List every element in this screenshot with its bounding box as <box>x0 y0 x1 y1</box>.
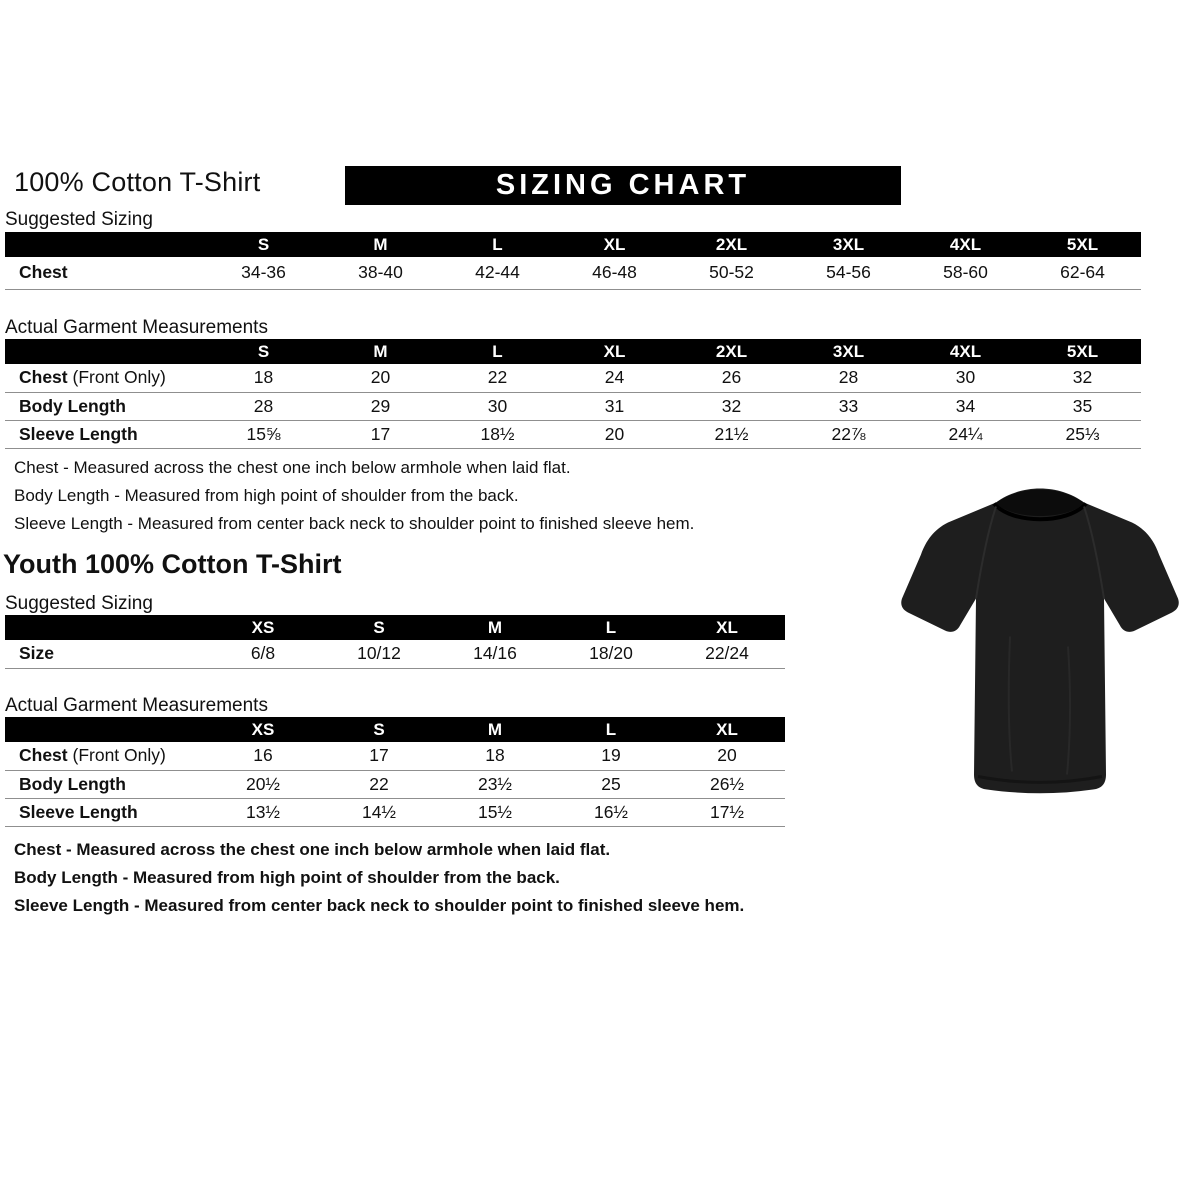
data-row <box>5 420 1141 448</box>
col-header: M <box>437 717 553 742</box>
col-header: 4XL <box>907 232 1024 257</box>
row-label-main: Chest <box>19 367 68 388</box>
value-cell: 18 <box>437 742 553 770</box>
value-cell: 20 <box>556 420 673 448</box>
value-cell: 24 <box>556 364 673 392</box>
value-cell: 18½ <box>439 420 556 448</box>
col-header: 5XL <box>1024 232 1141 257</box>
row-label <box>5 742 205 770</box>
value-cell: 19 <box>553 742 669 770</box>
col-header: 3XL <box>790 339 907 364</box>
col-header: XL <box>669 717 785 742</box>
value-cell: 38-40 <box>322 257 439 289</box>
tshirt-body <box>901 489 1179 794</box>
row-label <box>5 420 205 448</box>
row-label-main: Sleeve Length <box>19 423 138 444</box>
col-header: S <box>205 232 322 257</box>
adult-notes <box>14 458 694 542</box>
header-corner <box>5 615 205 640</box>
col-header: S <box>205 339 322 364</box>
value-cell: 22 <box>321 770 437 798</box>
row-label-main: Body Length <box>19 773 126 794</box>
col-header: 4XL <box>907 339 1024 364</box>
col-header: M <box>322 339 439 364</box>
value-cell: 22 <box>439 364 556 392</box>
value-cell: 62-64 <box>1024 257 1141 289</box>
data-row <box>5 257 1141 289</box>
value-cell: 28 <box>790 364 907 392</box>
col-header: XL <box>669 615 785 640</box>
col-header: L <box>553 717 669 742</box>
note-chest: Chest - Measured across the chest one inch below armhole when laid flat. <box>14 840 611 859</box>
col-header: XS <box>205 615 321 640</box>
black-tshirt-image <box>890 474 1190 819</box>
note-chest: Chest - Measured across the chest one inch below armhole when laid flat. <box>14 458 571 477</box>
value-cell: 18 <box>205 364 322 392</box>
value-cell: 20 <box>669 742 785 770</box>
value-cell: 16 <box>205 742 321 770</box>
value-cell: 31 <box>556 392 673 420</box>
value-cell: 22/24 <box>669 640 785 668</box>
row-label <box>5 392 205 420</box>
header-row <box>5 717 785 742</box>
value-cell: 24¼ <box>907 420 1024 448</box>
col-header: 2XL <box>673 339 790 364</box>
youth-actual-table <box>5 717 785 827</box>
note-body-length: Body Length - Measured from high point of shoulder from the back. <box>14 486 519 505</box>
value-cell: 46-48 <box>556 257 673 289</box>
header-row <box>5 615 785 640</box>
row-label-suffix: (Front Only) <box>67 367 166 388</box>
value-cell: 32 <box>1024 364 1141 392</box>
value-cell: 25⅓ <box>1024 420 1141 448</box>
adult-actual-label: Actual Garment Measurements <box>5 317 268 338</box>
header-corner <box>5 232 205 257</box>
value-cell: 23½ <box>437 770 553 798</box>
col-header: S <box>321 717 437 742</box>
youth-section-title: Youth 100% Cotton T-Shirt <box>3 549 342 579</box>
value-cell: 50-52 <box>673 257 790 289</box>
value-cell: 58-60 <box>907 257 1024 289</box>
data-row <box>5 640 785 668</box>
header-row <box>5 339 1141 364</box>
adult-section-title: 100% Cotton T-Shirt <box>14 167 261 197</box>
col-header: 5XL <box>1024 339 1141 364</box>
value-cell: 14/16 <box>437 640 553 668</box>
row-label-main: Chest <box>19 262 68 283</box>
value-cell: 20½ <box>205 770 321 798</box>
row-label-main: Sleeve Length <box>19 801 138 822</box>
row-label-main: Body Length <box>19 395 126 416</box>
col-header: S <box>321 615 437 640</box>
data-row <box>5 742 785 770</box>
youth-suggested-label: Suggested Sizing <box>5 593 153 614</box>
row-label <box>5 770 205 798</box>
data-row <box>5 392 1141 420</box>
note-sleeve-length: Sleeve Length - Measured from center back neck to shoulder point to finished sleeve hem. <box>14 896 745 915</box>
value-cell: 34 <box>907 392 1024 420</box>
value-cell: 42-44 <box>439 257 556 289</box>
value-cell: 6/8 <box>205 640 321 668</box>
value-cell: 26 <box>673 364 790 392</box>
value-cell: 33 <box>790 392 907 420</box>
value-cell: 32 <box>673 392 790 420</box>
youth-suggested-table <box>5 615 785 669</box>
adult-actual-table <box>5 339 1141 449</box>
value-cell: 10/12 <box>321 640 437 668</box>
value-cell: 54-56 <box>790 257 907 289</box>
row-label <box>5 257 205 289</box>
value-cell: 28 <box>205 392 322 420</box>
data-row <box>5 364 1141 392</box>
sizing-chart-banner <box>345 166 901 205</box>
row-label-main: Chest <box>19 745 68 766</box>
header-row <box>5 232 1141 257</box>
value-cell: 14½ <box>321 798 437 826</box>
value-cell: 17½ <box>669 798 785 826</box>
col-header: XS <box>205 717 321 742</box>
youth-actual-label: Actual Garment Measurements <box>5 695 268 716</box>
row-label <box>5 640 205 668</box>
value-cell: 15½ <box>437 798 553 826</box>
col-header: M <box>322 232 439 257</box>
row-label <box>5 798 205 826</box>
row-label-suffix: (Front Only) <box>67 745 166 766</box>
col-header: L <box>439 339 556 364</box>
col-header: L <box>553 615 669 640</box>
adult-suggested-table <box>5 232 1141 290</box>
value-cell: 17 <box>322 420 439 448</box>
value-cell: 21½ <box>673 420 790 448</box>
value-cell: 17 <box>321 742 437 770</box>
youth-notes <box>14 840 744 924</box>
value-cell: 18/20 <box>553 640 669 668</box>
value-cell: 30 <box>907 364 1024 392</box>
col-header: 3XL <box>790 232 907 257</box>
value-cell: 26½ <box>669 770 785 798</box>
data-row <box>5 798 785 826</box>
value-cell: 34-36 <box>205 257 322 289</box>
data-row <box>5 770 785 798</box>
value-cell: 25 <box>553 770 669 798</box>
banner-text: SIZING CHART <box>495 169 751 201</box>
value-cell: 29 <box>322 392 439 420</box>
value-cell: 15⅝ <box>205 420 322 448</box>
value-cell: 35 <box>1024 392 1141 420</box>
value-cell: 16½ <box>553 798 669 826</box>
row-label <box>5 364 205 392</box>
col-header: L <box>439 232 556 257</box>
value-cell: 20 <box>322 364 439 392</box>
row-label-main: Size <box>19 643 55 664</box>
note-sleeve-length: Sleeve Length - Measured from center back neck to shoulder point to finished sleeve hem. <box>14 514 695 533</box>
adult-suggested-label: Suggested Sizing <box>5 209 153 230</box>
col-header: XL <box>556 232 673 257</box>
value-cell: 22⅞ <box>790 420 907 448</box>
col-header: M <box>437 615 553 640</box>
col-header: XL <box>556 339 673 364</box>
header-corner <box>5 339 205 364</box>
col-header: 2XL <box>673 232 790 257</box>
value-cell: 30 <box>439 392 556 420</box>
note-body-length: Body Length - Measured from high point of shoulder from the back. <box>14 868 560 887</box>
header-corner <box>5 717 205 742</box>
value-cell: 13½ <box>205 798 321 826</box>
